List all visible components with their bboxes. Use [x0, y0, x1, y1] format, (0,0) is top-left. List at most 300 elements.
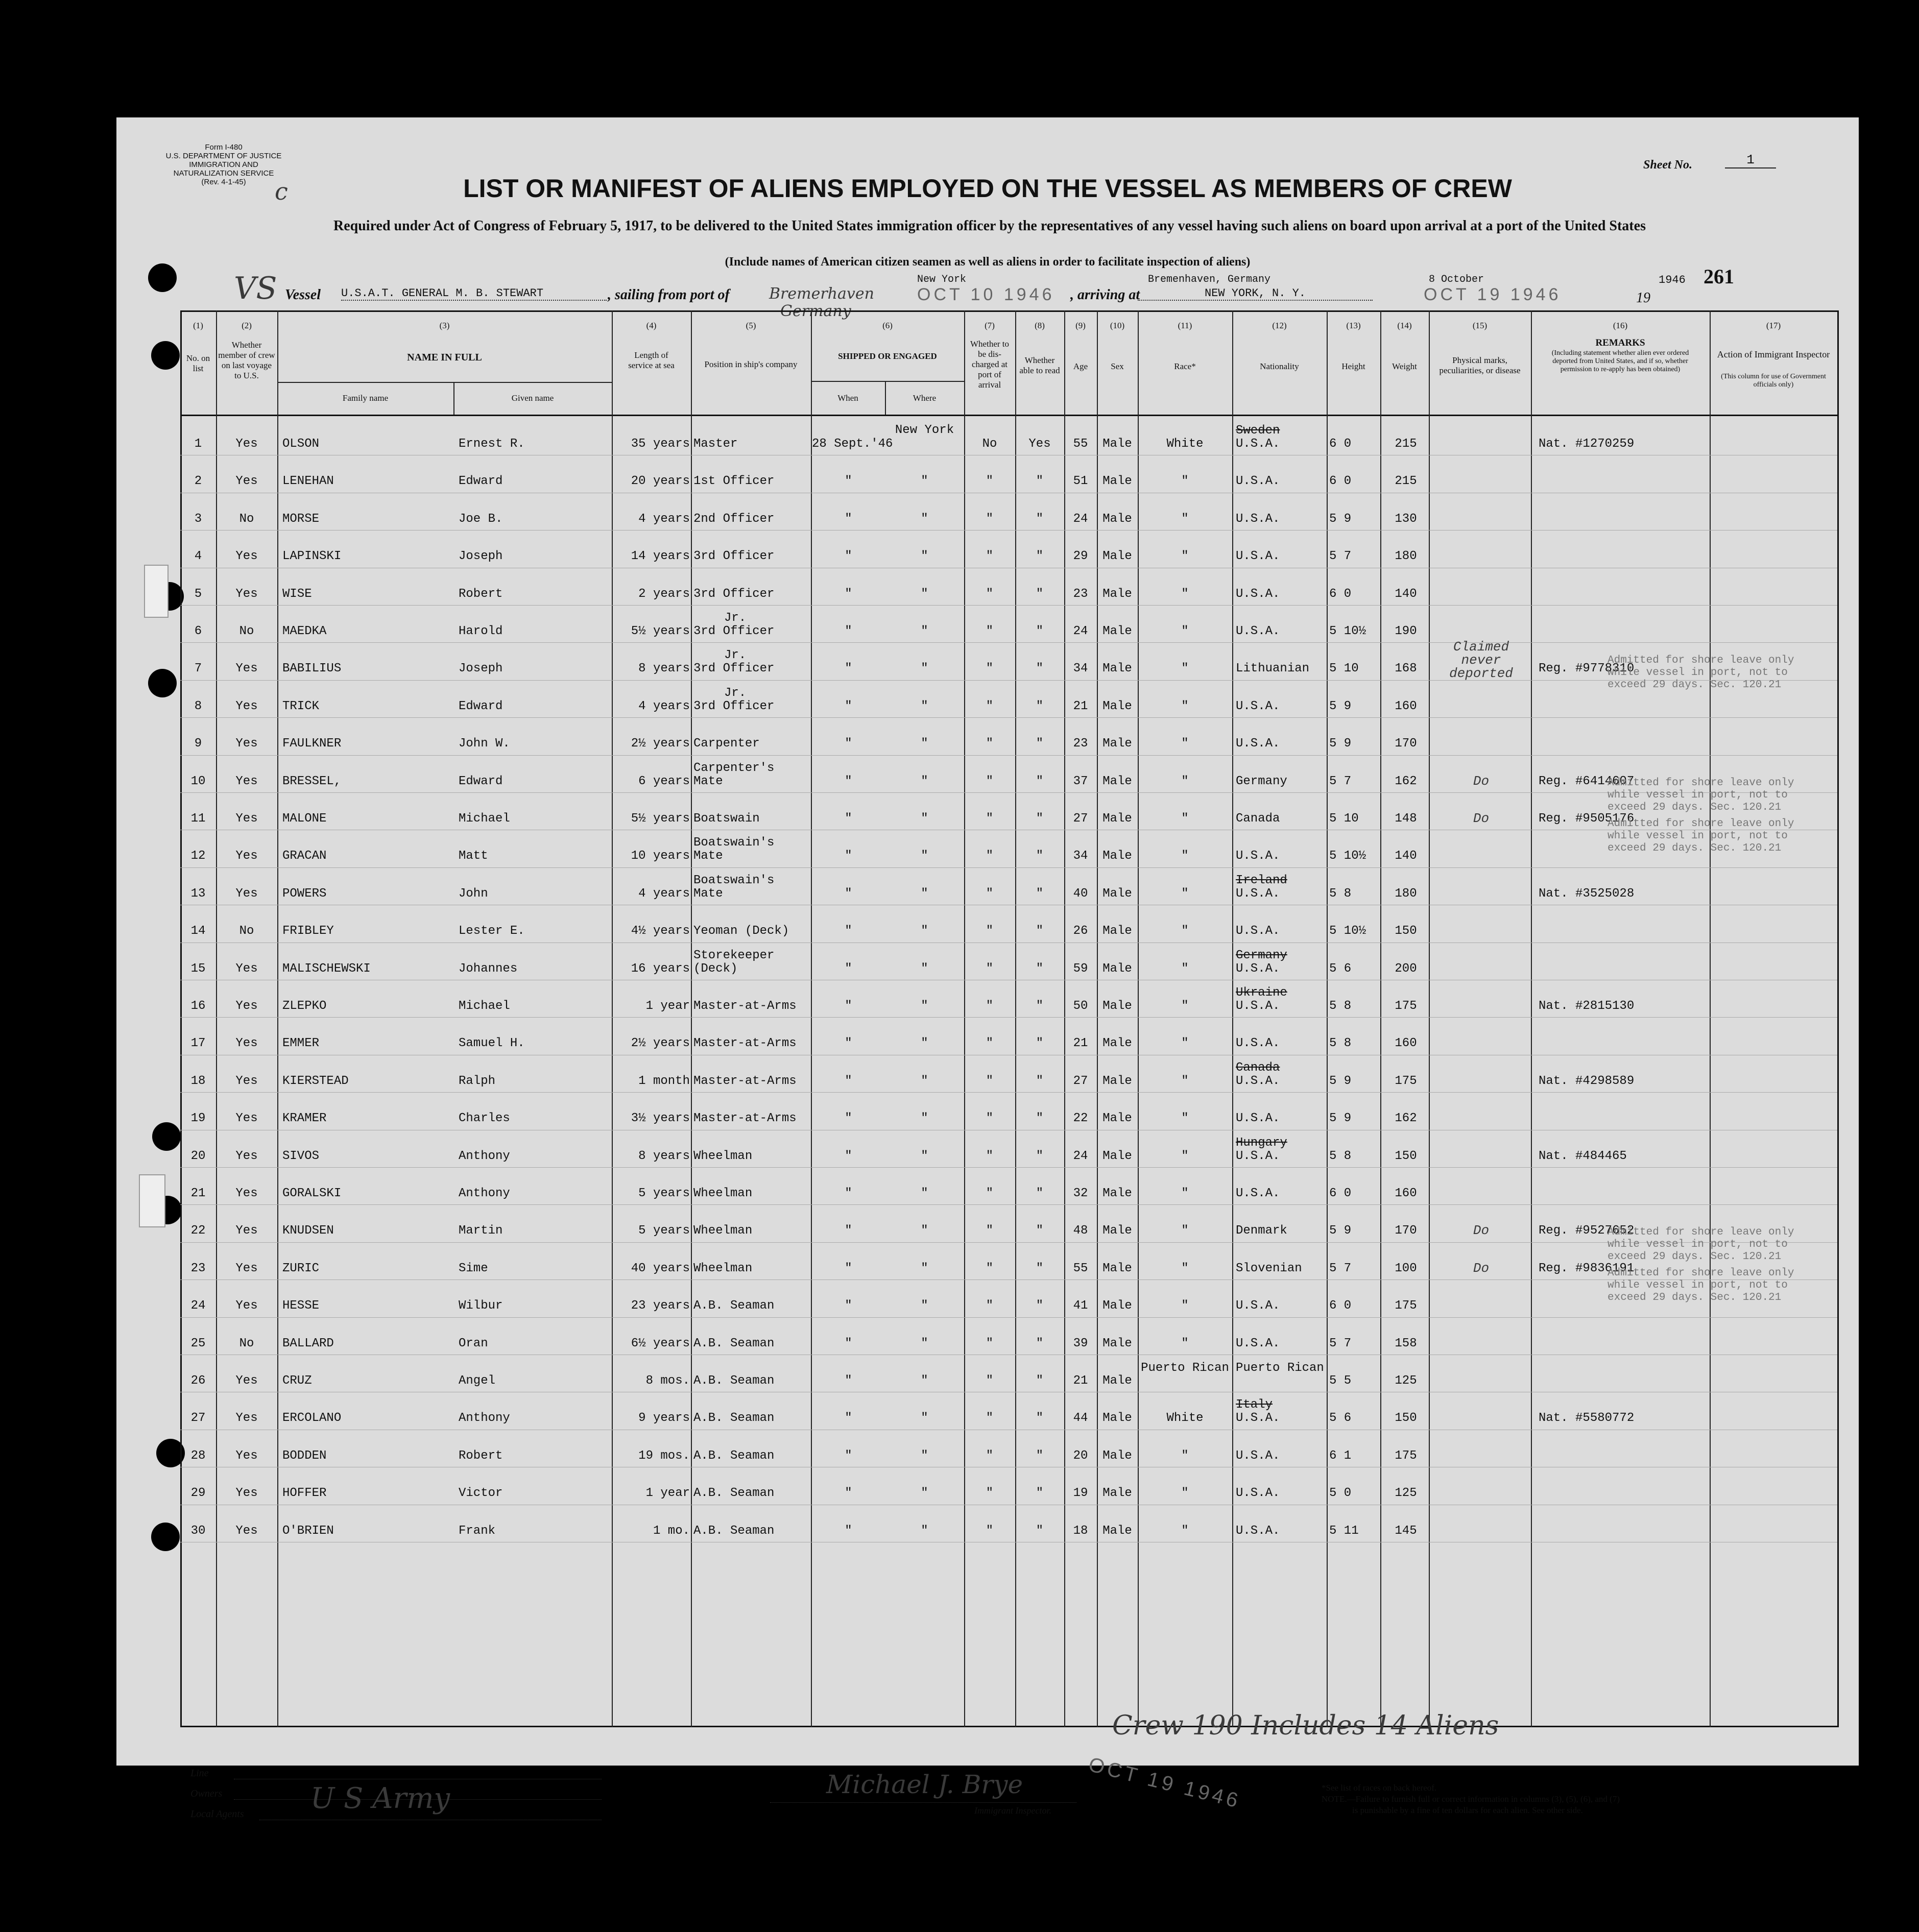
weight: 162 [1395, 1112, 1417, 1126]
age: 44 [1073, 1411, 1088, 1426]
position: (Deck) [693, 961, 738, 976]
shipped-when: " [845, 1336, 852, 1350]
family-name: ZURIC [282, 1261, 320, 1275]
shipped-where: " [921, 1486, 928, 1501]
row-number: 6 [194, 624, 202, 638]
sex: Male [1102, 1261, 1132, 1275]
shipped-when: " [845, 1036, 852, 1051]
service-length: 5½ years [631, 624, 690, 638]
height: 5 9 [1329, 1112, 1352, 1126]
able-to-read: " [1036, 474, 1044, 489]
weight: 180 [1395, 549, 1417, 564]
able-to-read: " [1036, 549, 1044, 564]
punch-hole [148, 669, 177, 697]
family-name: KNUDSEN [282, 1224, 334, 1238]
given-name: Robert [459, 1448, 503, 1463]
height: 5 9 [1329, 1224, 1352, 1238]
arriving-port: NEW YORK, N. Y. [1138, 287, 1373, 301]
position: Master-at-Arms [693, 1036, 797, 1051]
nationality: U.S.A. [1236, 1149, 1280, 1163]
discharged: " [986, 1074, 994, 1088]
col-3-num: (3) [439, 321, 450, 330]
able-to-read: " [1036, 1224, 1044, 1238]
punch-hole [151, 341, 180, 370]
race: " [1181, 512, 1189, 526]
row-number: 10 [190, 774, 206, 788]
sex: Male [1102, 1187, 1132, 1200]
sex: Male [1102, 1448, 1132, 1463]
row-rule [180, 642, 1837, 643]
last-voyage: Yes [235, 1187, 258, 1200]
shipped-where: " [921, 662, 928, 676]
service-length: 35 years [631, 437, 690, 451]
vessel-label: Vessel [285, 287, 321, 303]
service-length: 1 year [645, 1486, 690, 1501]
height: 5 9 [1329, 737, 1352, 751]
age: 20 [1073, 1448, 1088, 1463]
shipped-when: " [845, 587, 852, 601]
race: " [1181, 886, 1189, 901]
weight: 150 [1395, 924, 1417, 938]
row-rule [180, 680, 1837, 681]
last-voyage: Yes [235, 1448, 258, 1463]
nationality: U.S.A. [1236, 1074, 1280, 1088]
family-name: GRACAN [282, 849, 327, 863]
weight: 130 [1395, 512, 1417, 526]
service-length: 9 years [638, 1411, 690, 1426]
able-to-read: " [1036, 886, 1044, 901]
position: Mate [693, 774, 723, 788]
position: Wheelman [693, 1224, 753, 1238]
row-rule [180, 1204, 1837, 1205]
nationality: Canada [1236, 812, 1280, 826]
row-number: 18 [190, 1074, 206, 1088]
height: 5 9 [1329, 1074, 1352, 1088]
race: " [1181, 1112, 1189, 1126]
owners-label: Owners [190, 1788, 223, 1799]
sex: Male [1102, 1524, 1132, 1538]
family-name: ZLEPKO [282, 999, 327, 1013]
row-number: 11 [190, 812, 206, 826]
col-4-label: Length of service at sea [628, 350, 675, 370]
row-rule [180, 755, 1837, 756]
age: 50 [1073, 999, 1088, 1013]
col-11-label: Race* [1174, 361, 1196, 371]
row-rule [180, 717, 1837, 718]
able-to-read: Yes [1028, 437, 1051, 451]
shipped-where: " [921, 924, 928, 938]
row-number: 8 [194, 699, 202, 713]
position-line-1: Boatswain's [693, 873, 775, 887]
race: " [1181, 1336, 1189, 1350]
sheet-number: 1 [1725, 152, 1776, 168]
col-divider [1710, 310, 1711, 1727]
position: Master [693, 437, 738, 451]
col-16-label: REMARKS [1595, 337, 1645, 348]
stamp-line: while vessel in port, not to [1608, 830, 1788, 842]
sex: Male [1102, 1036, 1132, 1051]
row-number: 27 [190, 1411, 206, 1426]
age: 21 [1073, 1374, 1088, 1388]
sex: Male [1102, 886, 1132, 901]
shipped-subheader-line [811, 381, 964, 382]
shipped-when: " [845, 512, 852, 526]
age: 26 [1073, 924, 1088, 938]
able-to-read: " [1036, 774, 1044, 788]
row-number: 13 [190, 886, 206, 901]
able-to-read: " [1036, 1036, 1044, 1051]
age: 21 [1073, 699, 1088, 713]
col-14-label: Weight [1392, 361, 1417, 371]
sex: Male [1102, 1486, 1132, 1501]
former-nationality: Italy [1236, 1398, 1273, 1412]
stamp-line: exceed 29 days. Sec. 120.21 [1608, 1292, 1782, 1303]
family-name: BRESSEL, [282, 774, 342, 788]
height: 5 8 [1329, 1149, 1352, 1163]
discharged: " [986, 1149, 994, 1163]
discharged: " [986, 999, 994, 1013]
weight: 170 [1395, 737, 1417, 751]
age: 24 [1073, 512, 1088, 526]
col-divider [1531, 310, 1532, 1727]
row-number: 2 [194, 474, 202, 489]
form-revision: (Rev. 4-1-45) [201, 178, 246, 186]
given-name: Samuel H. [459, 1036, 525, 1051]
weight: 215 [1395, 474, 1417, 489]
weight: 100 [1395, 1261, 1417, 1275]
family-name: FRIBLEY [282, 924, 334, 938]
sex: Male [1102, 1374, 1132, 1388]
form-service: IMMIGRATION AND NATURALIZATION SERVICE [173, 160, 274, 178]
race: " [1181, 1524, 1189, 1538]
family-name: OLSON [282, 437, 320, 451]
family-name: LAPINSKI [282, 549, 342, 564]
col-2-num: (2) [242, 321, 252, 330]
remarks: Reg. #9527652 [1539, 1224, 1635, 1238]
family-name: HESSE [282, 1299, 320, 1313]
position: A.B. Seaman [693, 1336, 775, 1350]
weight: 140 [1395, 587, 1417, 601]
able-to-read: " [1036, 849, 1044, 863]
age: 34 [1073, 662, 1088, 676]
nationality: U.S.A. [1236, 737, 1280, 751]
last-voyage: No [239, 1336, 254, 1350]
service-length: 5 years [638, 1187, 690, 1200]
nationality: U.S.A. [1236, 549, 1280, 564]
nationality: U.S.A. [1236, 512, 1280, 526]
form-mark: c [275, 178, 288, 205]
able-to-read: " [1036, 1486, 1044, 1501]
last-voyage: Yes [235, 1074, 258, 1088]
local-agents-label: Local Agents [190, 1808, 244, 1820]
stamp-line: Admitted for shore leave only [1608, 818, 1794, 830]
position: A.B. Seaman [693, 1411, 775, 1426]
stamp-line: while vessel in port, not to [1608, 1279, 1788, 1291]
table-bottom-border [180, 1726, 1837, 1727]
discharged: " [986, 886, 994, 901]
shipped-when: " [845, 1261, 852, 1275]
shore-leave-stamp [1608, 655, 1794, 691]
weight: 170 [1395, 1224, 1417, 1238]
given-name: Sime [459, 1261, 488, 1275]
position: Boatswain [693, 812, 760, 826]
manifest-sheet [116, 117, 1859, 1820]
row-number: 30 [190, 1524, 206, 1538]
shipped-where: " [921, 1224, 928, 1238]
line-label: Line [190, 1768, 209, 1779]
shipped-when: " [845, 849, 852, 863]
discharged: " [986, 849, 994, 863]
height: 6 0 [1329, 587, 1352, 601]
year-typed: 1946 [1659, 274, 1686, 286]
row-rule [180, 605, 1837, 606]
last-voyage: Yes [235, 1411, 258, 1426]
col-7-label: Whether to be dis-charged at port of arrival [970, 339, 1009, 390]
shipped-where: " [921, 699, 928, 713]
former-nationality: Germany [1236, 948, 1287, 962]
shipped-where: " [921, 812, 928, 826]
weight: 150 [1395, 1411, 1417, 1426]
sex: Male [1102, 474, 1132, 489]
last-voyage: Yes [235, 812, 258, 826]
discharged: " [986, 774, 994, 788]
shipped-where: " [921, 1374, 928, 1388]
row-rule [180, 1017, 1837, 1018]
penalty-note: NOTE.—Failure to furnish full or correct information in columns (3), (5), (6), and (7) [1322, 1794, 1620, 1804]
sex: Male [1102, 1299, 1132, 1313]
stamp-line: Admitted for shore leave only [1608, 655, 1794, 666]
sailing-port-typed: New York [917, 274, 967, 285]
family-name: CRUZ [282, 1374, 312, 1388]
able-to-read: " [1036, 1336, 1044, 1350]
shipped-when: " [845, 699, 852, 713]
height: 5 7 [1329, 549, 1352, 564]
service-length: 40 years [631, 1261, 690, 1275]
height: 6 0 [1329, 437, 1352, 451]
race: " [1181, 774, 1189, 788]
race: " [1181, 924, 1189, 938]
sex: Male [1102, 437, 1132, 451]
position: Carpenter [693, 737, 760, 751]
height: 5 6 [1329, 1411, 1352, 1426]
shipped-where: " [921, 849, 928, 863]
last-voyage: Yes [235, 662, 258, 676]
height: 5 8 [1329, 1036, 1352, 1051]
shipped-where: " [921, 1261, 928, 1275]
physical-marks: Do [1473, 773, 1490, 789]
given-name: Robert [459, 587, 503, 601]
position: Wheelman [693, 1149, 753, 1163]
shipped-when: " [845, 812, 852, 826]
weight: 190 [1395, 624, 1417, 638]
row-number: 9 [194, 737, 202, 751]
stamp-line: while vessel in port, not to [1608, 1239, 1788, 1250]
col-15-num: (15) [1472, 321, 1488, 330]
family-name: MALISCHEWSKI [282, 961, 371, 976]
family-name: MAEDKA [282, 624, 327, 638]
race: " [1181, 1074, 1189, 1088]
row-number: 17 [190, 1036, 206, 1051]
last-voyage: Yes [235, 1486, 258, 1501]
shipped-when: " [845, 662, 852, 676]
shipped-where: " [921, 1448, 928, 1463]
sex: Male [1102, 1112, 1132, 1126]
service-length: 6 years [638, 774, 690, 788]
height: 5 11 [1329, 1524, 1359, 1538]
shipped-where: " [921, 999, 928, 1013]
nationality: U.S.A. [1236, 1411, 1280, 1426]
stamp-line: exceed 29 days. Sec. 120.21 [1608, 679, 1782, 691]
given-name: Joe B. [459, 512, 503, 526]
sailing-date-stamp: OCT 10 1946 [917, 285, 1055, 304]
col-divider [691, 310, 692, 1727]
last-voyage: Yes [235, 1036, 258, 1051]
position: 3rd Officer [693, 549, 775, 564]
arriving-port-typed: Bremenhaven, Germany [1148, 274, 1271, 285]
shipped-where: " [921, 961, 928, 976]
age: 23 [1073, 587, 1088, 601]
shipped-where: " [921, 1411, 928, 1426]
shipped-when: " [845, 549, 852, 564]
position: 3rd Officer [693, 699, 775, 713]
given-name: Oran [459, 1336, 488, 1350]
last-voyage: Yes [235, 1224, 258, 1238]
weight: 160 [1395, 1187, 1417, 1200]
given-name: Michael [459, 812, 510, 826]
age: 22 [1073, 1112, 1088, 1126]
punch-hole [151, 1523, 180, 1551]
row-number: 1 [194, 437, 202, 451]
row-number: 12 [190, 849, 206, 863]
last-voyage: Yes [235, 1524, 258, 1538]
col-17-num: (17) [1766, 321, 1781, 330]
col-11-num: (11) [1178, 321, 1192, 330]
family-name: SIVOS [282, 1149, 320, 1163]
local-agents-value: U S Army [310, 1782, 450, 1815]
nationality: U.S.A. [1236, 999, 1280, 1013]
row-number: 20 [190, 1149, 206, 1163]
arriving-label: , arriving at [1070, 287, 1140, 303]
shipped-when: " [845, 886, 852, 901]
nationality: U.S.A. [1236, 924, 1280, 938]
family-name: TRICK [282, 699, 320, 713]
nationality: Denmark [1236, 1224, 1287, 1238]
family-name: WISE [282, 587, 312, 601]
sex: Male [1102, 1224, 1132, 1238]
row-number: 24 [190, 1299, 206, 1313]
paper-clip [144, 565, 169, 618]
family-name: KRAMER [282, 1112, 327, 1126]
nationality: U.S.A. [1236, 1448, 1280, 1463]
given-name: Ralph [459, 1074, 496, 1088]
row-rule [180, 1279, 1837, 1280]
when-header: When [837, 393, 858, 403]
stamp-line: while vessel in port, not to [1608, 667, 1788, 679]
sex: Male [1102, 587, 1132, 601]
discharged: " [986, 662, 994, 676]
col-7-num: (7) [985, 321, 995, 330]
nationality: U.S.A. [1236, 961, 1280, 976]
able-to-read: " [1036, 1411, 1044, 1426]
height: 5 6 [1329, 961, 1352, 976]
family-name: MORSE [282, 512, 320, 526]
remarks: Nat. #484465 [1539, 1149, 1627, 1163]
discharged: " [986, 1187, 994, 1200]
age: 27 [1073, 1074, 1088, 1088]
position: Master-at-Arms [693, 1074, 797, 1088]
col-8-label: Whether able to read [1019, 355, 1060, 375]
service-length: 1 month [638, 1074, 690, 1088]
stamp-line: exceed 29 days. Sec. 120.21 [1608, 802, 1782, 813]
position: 3rd Officer [693, 624, 775, 638]
signature-line [770, 1802, 1076, 1803]
discharged: " [986, 924, 994, 938]
height: 6 0 [1329, 1187, 1352, 1200]
race: " [1181, 812, 1189, 826]
row-number: 22 [190, 1224, 206, 1238]
given-name: Lester E. [459, 924, 525, 938]
row-rule [180, 867, 1837, 868]
race: " [1181, 624, 1189, 638]
position-line-1: Jr. [724, 648, 747, 663]
sex: Male [1102, 624, 1132, 638]
page-title: LIST OR MANIFEST OF ALIENS EMPLOYED ON THE VESSEL AS MEMBERS OF CREW [463, 174, 1512, 203]
nationality: U.S.A. [1236, 1187, 1280, 1200]
family-name: MALONE [282, 812, 327, 826]
service-length: 2½ years [631, 737, 690, 751]
discharged: " [986, 474, 994, 489]
col-6-num: (6) [882, 321, 893, 330]
row-number: 25 [190, 1336, 206, 1350]
given-name: Edward [459, 774, 503, 788]
col-12-label: Nationality [1260, 361, 1299, 371]
shipped-when: " [845, 961, 852, 976]
height: 6 0 [1329, 1299, 1352, 1313]
age: 40 [1073, 886, 1088, 901]
col-13-num: (13) [1346, 321, 1361, 330]
position: Wheelman [693, 1261, 753, 1275]
stamp-line: Admitted for shore leave only [1608, 777, 1794, 789]
weight: 160 [1395, 1036, 1417, 1051]
able-to-read: " [1036, 662, 1044, 676]
service-length: 20 years [631, 474, 690, 489]
service-length: 2½ years [631, 1036, 690, 1051]
age: 48 [1073, 1224, 1088, 1238]
row-rule [180, 792, 1837, 793]
given-name: Anthony [459, 1149, 510, 1163]
race: " [1181, 1299, 1189, 1313]
family-name: KIERSTEAD [282, 1074, 349, 1088]
crew-count-note: Crew 190 Includes 14 Aliens [1112, 1710, 1499, 1741]
nationality: U.S.A. [1236, 1336, 1280, 1350]
last-voyage: Yes [235, 1374, 258, 1388]
punch-hole [152, 1122, 181, 1151]
nationality: U.S.A. [1236, 1112, 1280, 1126]
discharged: " [986, 1448, 994, 1463]
shipped-when: 28 Sept.'46 [812, 437, 893, 451]
shore-leave-stamp [1608, 1267, 1794, 1304]
shipped-when: " [845, 1224, 852, 1238]
discharged: " [986, 512, 994, 526]
vs-mark: VS [234, 271, 277, 306]
last-voyage: Yes [235, 1261, 258, 1275]
nationality: U.S.A. [1236, 437, 1280, 451]
discharged: " [986, 737, 994, 751]
height: 5 10½ [1329, 849, 1366, 863]
height: 5 10 [1329, 662, 1359, 676]
weight: 175 [1395, 999, 1417, 1013]
age: 51 [1073, 474, 1088, 489]
